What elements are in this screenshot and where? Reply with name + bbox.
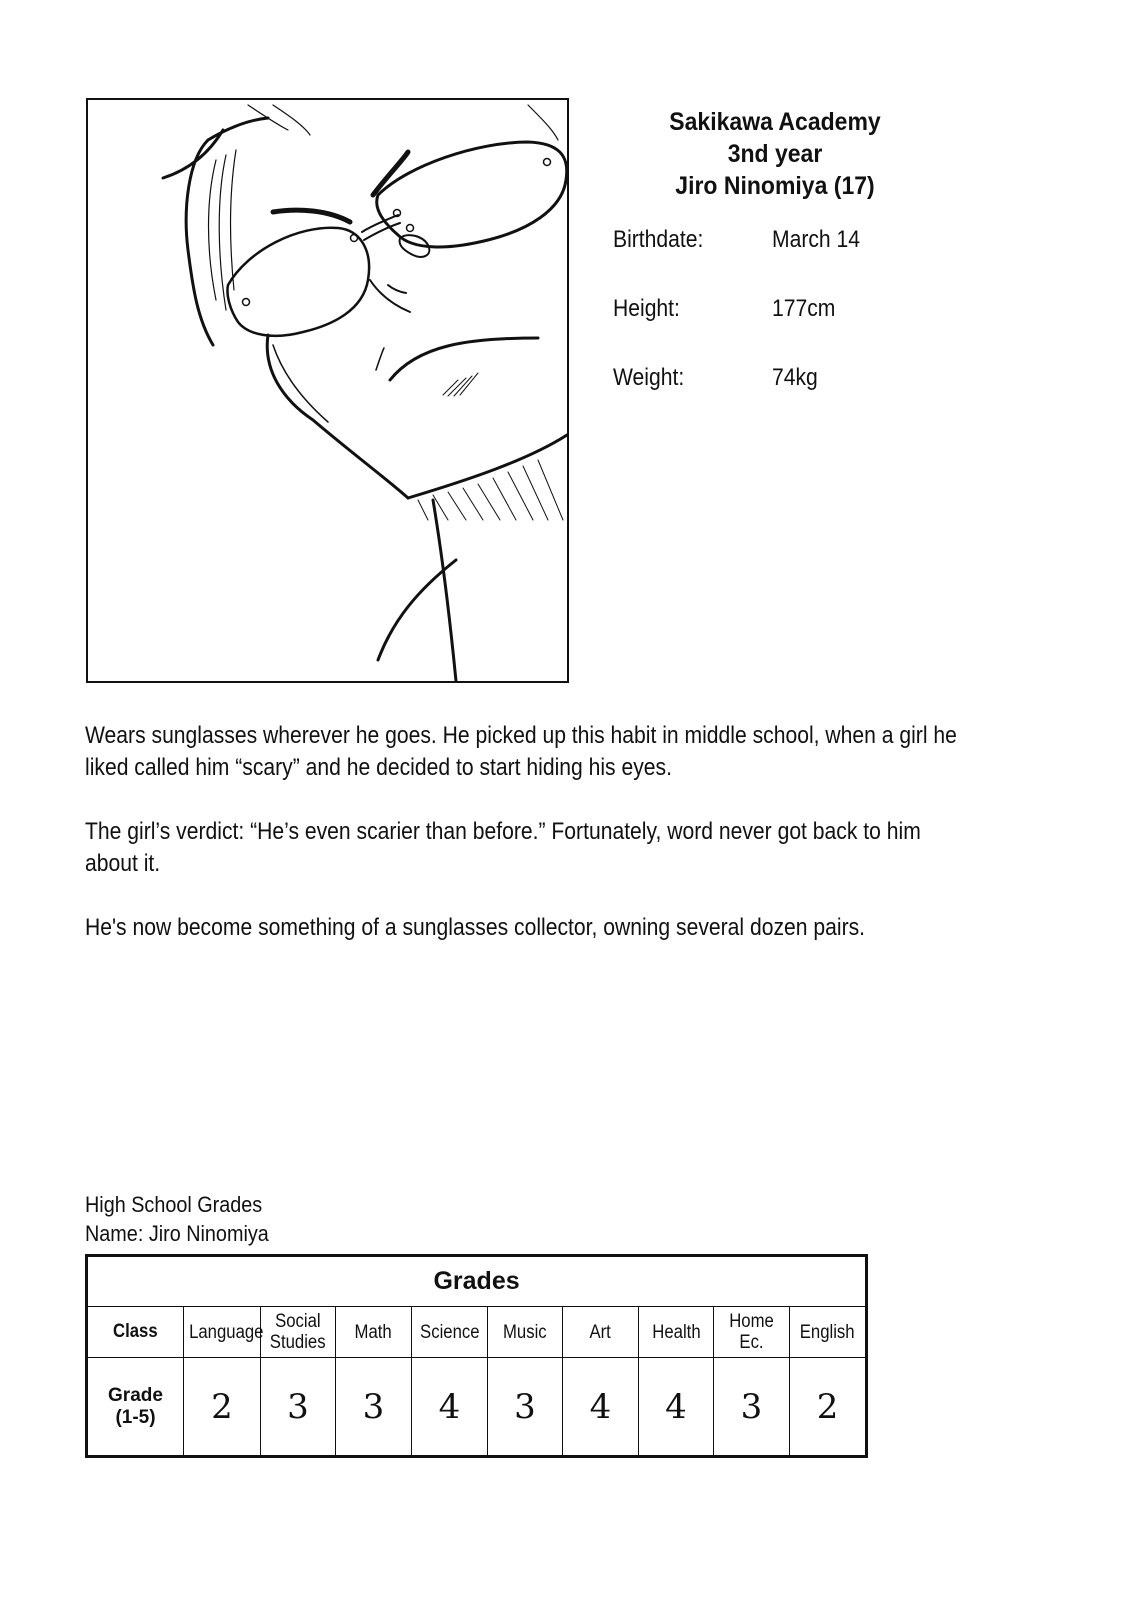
stat-value: March 14 bbox=[772, 226, 861, 253]
school-name: Sakikawa Academy bbox=[669, 108, 881, 136]
subject-header bbox=[714, 1307, 790, 1358]
grade-value: 2 bbox=[790, 1358, 867, 1457]
profile-stats bbox=[613, 226, 953, 433]
subject-header bbox=[790, 1307, 867, 1358]
character-bio bbox=[85, 720, 965, 976]
grades-heading bbox=[85, 1190, 269, 1248]
portrait-illustration bbox=[88, 100, 567, 681]
grade-value: 4 bbox=[412, 1358, 488, 1457]
table-header-row bbox=[87, 1307, 867, 1358]
grade-value: 4 bbox=[639, 1358, 714, 1457]
subject-name: Art bbox=[589, 1321, 612, 1343]
school-year: 3nd year bbox=[727, 140, 823, 168]
grade-label-line1: Grade bbox=[108, 1384, 163, 1406]
stat-label: Birthdate: bbox=[613, 226, 704, 253]
grade-value: 3 bbox=[336, 1358, 412, 1457]
subject-header bbox=[261, 1307, 336, 1358]
subject-name: Science bbox=[419, 1321, 480, 1343]
stat-weight bbox=[613, 364, 953, 433]
subject-header bbox=[184, 1307, 264, 1358]
stat-birthdate bbox=[613, 226, 953, 295]
character-portrait bbox=[86, 98, 569, 683]
class-label: Class bbox=[113, 1321, 158, 1342]
grade-value: 2 bbox=[184, 1358, 261, 1457]
stat-height bbox=[613, 295, 953, 364]
grade-value: 4 bbox=[563, 1358, 639, 1457]
subject-header bbox=[488, 1307, 563, 1358]
grade-value: 3 bbox=[488, 1358, 563, 1457]
subject-name: Math bbox=[354, 1321, 393, 1343]
subject-name: Home Ec. bbox=[729, 1311, 774, 1353]
subject-name-line2: Studies bbox=[270, 1332, 326, 1353]
subject-header bbox=[563, 1307, 639, 1358]
class-label-cell bbox=[87, 1307, 184, 1358]
bio-paragraph: Wears sunglasses wherever he goes. He picked up this habit in middle school, when a girl he liked called him “scary” and he decided to start hiding his eyes. bbox=[85, 722, 957, 781]
stat-label: Weight: bbox=[613, 364, 685, 391]
table-grade-row bbox=[87, 1358, 867, 1457]
grade-value: 3 bbox=[714, 1358, 790, 1457]
subject-name: Language bbox=[189, 1321, 264, 1343]
grade-label-line2: (1-5) bbox=[115, 1406, 156, 1428]
subject-header bbox=[639, 1307, 714, 1358]
subject-name: English bbox=[800, 1321, 855, 1343]
grades-table bbox=[85, 1254, 868, 1458]
subject-name: Music bbox=[503, 1321, 547, 1343]
subject-name: Health bbox=[651, 1321, 701, 1343]
subject-name-line1: Social bbox=[275, 1311, 321, 1332]
subject-header bbox=[336, 1307, 412, 1358]
stat-value: 177cm bbox=[772, 295, 836, 322]
character-name-age: Jiro Ninomiya (17) bbox=[675, 172, 875, 200]
grade-value: 3 bbox=[261, 1358, 336, 1457]
grades-table-caption: Grades bbox=[87, 1256, 867, 1307]
bio-paragraph: He's now become something of a sunglasses collector, owning several dozen pairs. bbox=[85, 914, 866, 941]
grade-label-cell bbox=[87, 1358, 184, 1457]
bio-paragraph: The girl’s verdict: “He’s even scarier than before.” Fortunately, word never got back to him about it. bbox=[85, 818, 921, 877]
profile-header bbox=[632, 106, 917, 202]
grades-name-line: Name: Jiro Ninomiya bbox=[85, 1221, 269, 1246]
subject-header bbox=[412, 1307, 488, 1358]
grades-title: High School Grades bbox=[85, 1192, 263, 1217]
stat-label: Height: bbox=[613, 295, 680, 322]
stat-value: 74kg bbox=[772, 364, 818, 391]
